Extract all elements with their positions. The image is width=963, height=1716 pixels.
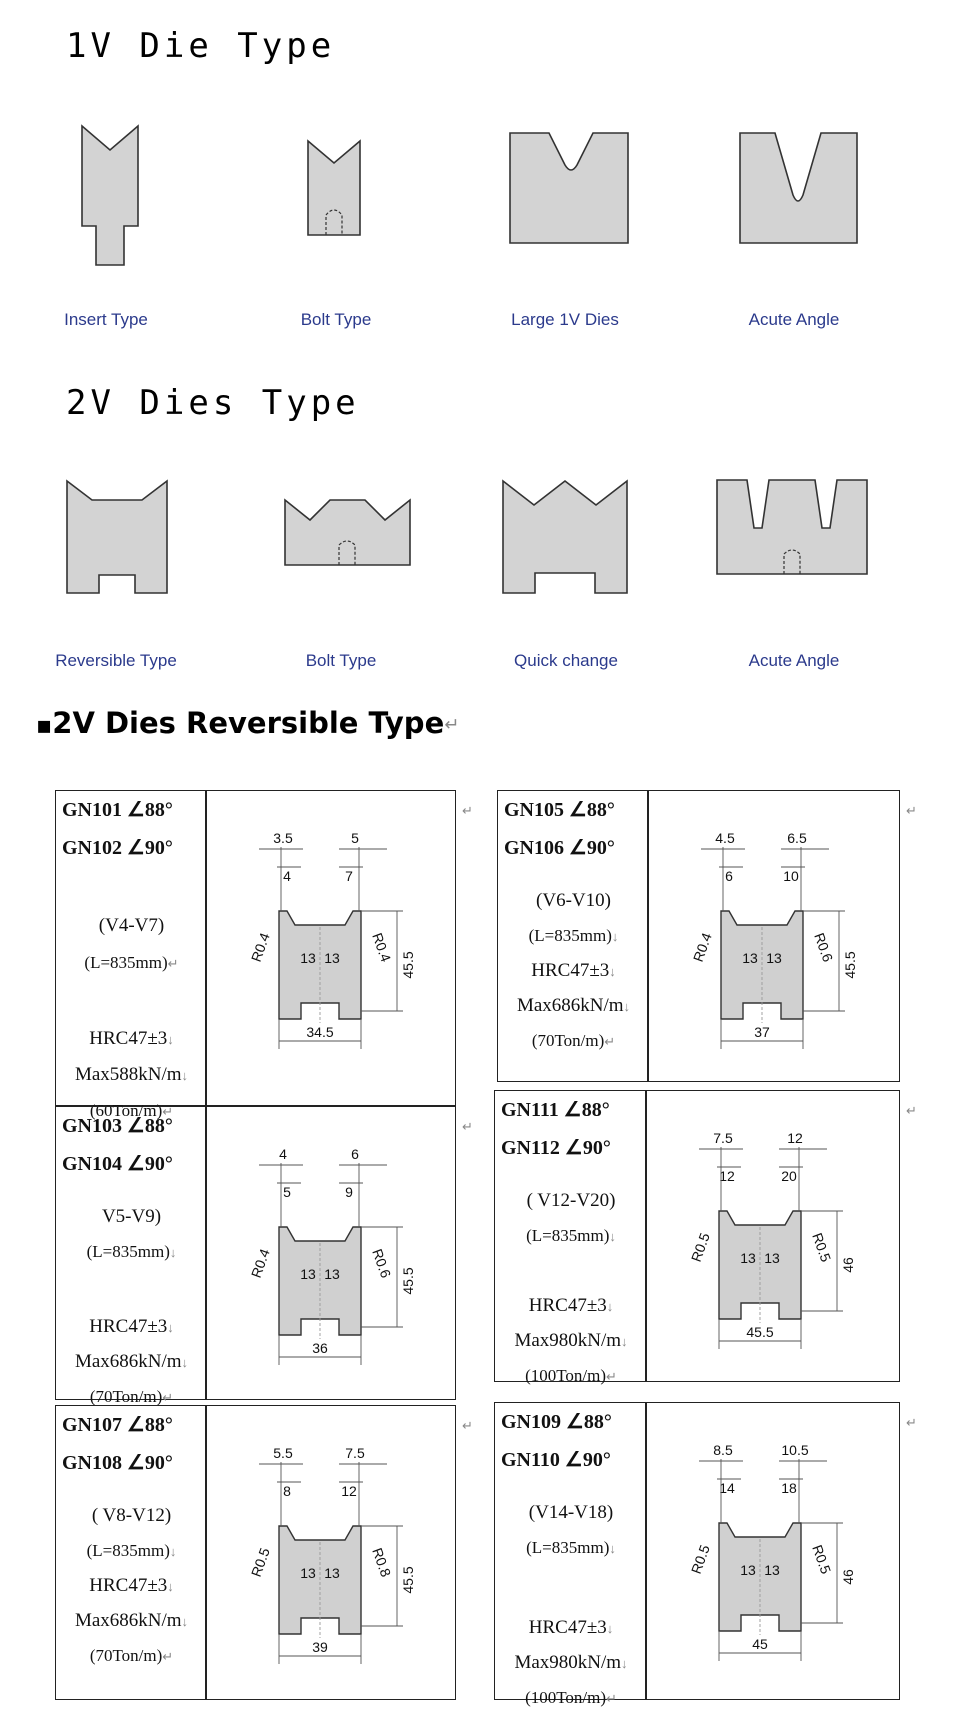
spec-max-text: Max980kN/m (514, 1330, 622, 1351)
dim-height: 45.5 (842, 951, 858, 979)
spec-cell (55, 1106, 206, 1406)
dim-width: 45 (752, 1636, 768, 1652)
spec-hrc (495, 1610, 647, 1646)
caption-bolt-type: Bolt Type (300, 310, 372, 329)
spec-range-text: (V14-V18) (528, 1502, 614, 1523)
cell-return-mark: ↵ (462, 1120, 473, 1135)
spec-code1 (498, 793, 655, 828)
spec-code2 (56, 831, 213, 866)
spec-max (495, 1323, 647, 1359)
dim-v-left: 4 (283, 868, 291, 884)
caption-insert-type: Insert Type (64, 310, 148, 329)
spec-length (56, 1234, 207, 1270)
dim-top-right: 12 (787, 1130, 803, 1146)
dim-radius-right: R0.6 (369, 1246, 395, 1280)
dim-height: 45.5 (400, 951, 416, 979)
para-mark: ↓ (606, 1299, 614, 1314)
spec-code2 (498, 831, 655, 866)
para-mark: ↵ (604, 1034, 616, 1049)
dim-v-right: 18 (781, 1480, 797, 1496)
section-title-text: 2V Dies Reversible Type (52, 706, 445, 740)
section-title-reversible (36, 706, 459, 740)
dim-v-right: 7 (345, 868, 353, 884)
spec-ton-text: (100Ton/m) (525, 1366, 607, 1385)
spec-code1-text: GN103 ∠88° (62, 1115, 173, 1137)
para-mark: ↵ (606, 1369, 617, 1384)
die-dimension-drawing (207, 1406, 457, 1701)
spec-hrc-text: HRC47±3 (89, 1028, 168, 1049)
spec-ton-text: (70Ton/m) (89, 1646, 163, 1665)
drawing-cell (206, 1106, 456, 1400)
spec-range (498, 883, 649, 918)
spec-ton (56, 1638, 207, 1674)
spec-code1-text: GN105 ∠88° (504, 799, 615, 821)
spec-ton (495, 1358, 647, 1394)
para-mark: ↓ (167, 1320, 174, 1335)
dim-width: 34.5 (306, 1024, 334, 1040)
caption-large-1v-dies: Large 1V Dies (511, 310, 619, 329)
dim-half-left: 13 (740, 1562, 756, 1578)
para-mark: ↵ (162, 1649, 174, 1664)
section-title-2v: 2V Dies Type (66, 383, 360, 423)
spec-length-text: (L=835mm) (84, 953, 168, 972)
cell-return-mark: ↵ (906, 1104, 917, 1119)
spec-length (498, 918, 649, 954)
spec-cell (55, 790, 206, 1120)
para-mark: ↓ (621, 1334, 628, 1349)
spec-code2-text: GN108 ∠90° (62, 1452, 173, 1474)
spec-code1 (495, 1093, 653, 1128)
spec-range-text: (V4-V7) (98, 915, 165, 936)
quick-change-2v-die-icon (498, 475, 633, 600)
para-mark: ↵ (162, 1390, 174, 1405)
para-mark: ↓ (609, 1229, 616, 1244)
spec-length (495, 1530, 647, 1566)
acute-angle-1v-die-icon (735, 125, 865, 250)
spec-max (495, 1645, 647, 1681)
spec-code2 (56, 1446, 213, 1481)
cell-return-mark: ↵ (906, 1416, 917, 1431)
large-1v-die-icon (505, 125, 635, 250)
dim-half-right: 13 (764, 1562, 780, 1578)
spec-hrc-text: HRC47±3 (531, 960, 610, 981)
spec-max (498, 988, 649, 1024)
spec-range-text: ( V12-V20) (526, 1190, 616, 1211)
dim-top-right: 10.5 (781, 1442, 809, 1458)
dim-radius-left: R0.5 (247, 1545, 273, 1579)
drawing-cell (206, 1405, 456, 1700)
dim-v-left: 6 (725, 868, 733, 884)
dim-top-left: 4.5 (715, 830, 735, 846)
acute-angle-2v-die-icon (712, 472, 872, 582)
dim-half-right: 13 (324, 1565, 340, 1581)
para-mark: ↓ (181, 1068, 189, 1083)
dim-half-right: 13 (324, 950, 340, 966)
spec-range-text: V5-V9) (101, 1206, 162, 1227)
dim-v-right: 12 (341, 1483, 357, 1499)
dim-height: 46 (840, 1257, 856, 1273)
die-dimension-drawing (207, 1107, 457, 1401)
drawing-cell (206, 790, 456, 1106)
dim-v-right: 20 (781, 1168, 797, 1184)
section-title-1v: 1V Die Type (66, 26, 336, 66)
insert-type-die-icon (70, 120, 150, 270)
spec-hrc-text: HRC47±3 (89, 1316, 168, 1337)
dim-radius-right: R0.8 (369, 1545, 395, 1579)
dim-height: 45.5 (400, 1566, 416, 1594)
spec-length (56, 1533, 207, 1569)
dim-v-left: 14 (719, 1480, 735, 1496)
spec-hrc (495, 1288, 647, 1324)
spec-code2 (495, 1443, 653, 1478)
para-mark: ↓ (181, 1614, 189, 1629)
dim-v-left: 8 (283, 1483, 291, 1499)
spec-code1 (56, 1408, 213, 1443)
dim-height: 45.5 (400, 1267, 416, 1295)
dim-top-right: 6 (351, 1146, 359, 1162)
dim-v-right: 9 (345, 1184, 353, 1200)
spec-max-text: Max980kN/m (514, 1652, 622, 1673)
spec-code1 (495, 1405, 653, 1440)
para-mark: ↓ (181, 1355, 189, 1370)
spec-length (495, 1218, 647, 1254)
spec-max (56, 1057, 207, 1093)
spec-code1-text: GN107 ∠88° (62, 1414, 173, 1436)
para-mark: ↓ (169, 1245, 177, 1260)
spec-range-text: ( V8-V12) (91, 1505, 172, 1526)
cell-return-mark: ↵ (462, 804, 473, 819)
spec-max (56, 1344, 207, 1380)
spec-code1-text: GN111 ∠88° (501, 1099, 610, 1121)
dim-top-left: 8.5 (713, 1442, 733, 1458)
dim-v-right: 10 (783, 868, 799, 884)
spec-max-text: Max588kN/m (74, 1064, 182, 1085)
dim-top-left: 7.5 (713, 1130, 733, 1146)
spec-range (495, 1495, 647, 1530)
dim-top-left: 4 (279, 1146, 287, 1162)
spec-length (56, 945, 207, 981)
spec-hrc (56, 1309, 207, 1345)
drawing-cell (646, 1402, 900, 1700)
spec-code2-text: GN106 ∠90° (504, 837, 615, 859)
spec-code1 (56, 793, 213, 828)
return-mark: ↵ (444, 714, 460, 736)
caption-acute-angle-2v: Acute Angle (748, 651, 840, 670)
dim-radius-left: R0.5 (687, 1542, 713, 1576)
dim-width: 36 (312, 1340, 328, 1356)
dim-width: 37 (754, 1024, 770, 1040)
caption-quick-change: Quick change (514, 651, 618, 670)
spec-cell (55, 1405, 206, 1700)
spec-range-text: (V6-V10) (536, 890, 611, 911)
dim-half-left: 13 (300, 950, 316, 966)
spec-code1 (56, 1109, 213, 1144)
para-mark: ↓ (167, 1032, 174, 1047)
dim-radius-right: R0.5 (809, 1542, 835, 1576)
spec-length-text: (L=835mm) (86, 1242, 170, 1261)
dim-top-left: 3.5 (273, 830, 293, 846)
spec-cell (494, 1402, 646, 1707)
dim-half-right: 13 (324, 1266, 340, 1282)
cell-return-mark: ↵ (906, 804, 917, 819)
caption-acute-angle-1v: Acute Angle (748, 310, 840, 329)
dim-top-right: 7.5 (345, 1445, 365, 1461)
para-mark: ↵ (606, 1691, 617, 1706)
drawing-cell (648, 790, 900, 1082)
reversible-2v-die-icon (62, 475, 172, 600)
spec-max-text: Max686kN/m (516, 995, 624, 1016)
spec-ton-text: (70Ton/m) (531, 1031, 605, 1050)
die-dimension-drawing (647, 1403, 901, 1701)
die-dimension-drawing (649, 791, 901, 1083)
para-mark: ↓ (623, 999, 631, 1014)
para-mark: ↓ (609, 1541, 616, 1556)
spec-ton-text: (70Ton/m) (89, 1387, 163, 1406)
spec-hrc-text: HRC47±3 (89, 1575, 168, 1596)
dim-radius-right: R0.5 (809, 1230, 835, 1264)
para-mark: ↵ (162, 1104, 174, 1119)
spec-range (56, 1199, 207, 1234)
dim-radius-right: R0.6 (811, 930, 837, 964)
spec-hrc-text: HRC47±3 (528, 1617, 607, 1638)
dim-width: 39 (312, 1639, 328, 1655)
spec-cell (497, 790, 648, 1082)
dim-radius-left: R0.4 (247, 930, 273, 964)
spec-code2-text: GN104 ∠90° (62, 1153, 173, 1175)
caption-reversible-type: Reversible Type (55, 651, 177, 670)
spec-hrc (56, 1568, 207, 1604)
dim-top-left: 5.5 (273, 1445, 293, 1461)
dim-width: 45.5 (746, 1324, 774, 1340)
caption-bolt-type-2v: Bolt Type (305, 651, 377, 670)
para-mark: ↓ (606, 1621, 614, 1636)
dim-half-left: 13 (742, 950, 758, 966)
spec-max-text: Max686kN/m (74, 1610, 182, 1631)
dim-half-right: 13 (766, 950, 782, 966)
bullet-mark: ▪ (36, 711, 53, 739)
para-mark: ↓ (169, 1544, 177, 1559)
para-mark: ↓ (611, 929, 619, 944)
spec-code1-text: GN109 ∠88° (501, 1411, 612, 1433)
dim-half-left: 13 (300, 1565, 316, 1581)
spec-ton (495, 1680, 647, 1716)
dim-radius-left: R0.4 (247, 1246, 273, 1280)
bolt-type-die-icon (300, 135, 370, 245)
spec-ton (498, 1023, 649, 1059)
para-mark: ↓ (609, 964, 616, 979)
spec-length-text: (L=835mm) (526, 1226, 610, 1245)
dim-half-left: 13 (740, 1250, 756, 1266)
spec-range (495, 1183, 647, 1218)
spec-code2-text: GN112 ∠90° (501, 1137, 611, 1159)
dim-radius-left: R0.5 (687, 1230, 713, 1264)
spec-range (56, 908, 207, 943)
spec-max (56, 1603, 207, 1639)
spec-code1-text: GN101 ∠88° (62, 799, 173, 821)
cell-return-mark: ↵ (462, 1419, 473, 1434)
dim-half-right: 13 (764, 1250, 780, 1266)
para-mark: ↓ (167, 1579, 174, 1594)
spec-length-text: (L=835mm) (526, 1538, 610, 1557)
spec-ton-text: (100Ton/m) (525, 1688, 607, 1707)
spec-hrc-text: HRC47±3 (528, 1295, 607, 1316)
drawing-cell (646, 1090, 900, 1382)
dim-radius-left: R0.4 (689, 930, 715, 964)
spec-code2 (495, 1131, 653, 1166)
dim-half-left: 13 (300, 1266, 316, 1282)
spec-max-text: Max686kN/m (74, 1351, 182, 1372)
dim-top-right: 5 (351, 830, 359, 846)
spec-code2-text: GN110 ∠90° (501, 1449, 611, 1471)
spec-cell (494, 1090, 646, 1385)
dim-v-left: 12 (719, 1168, 735, 1184)
para-mark: ↵ (167, 956, 179, 971)
spec-hrc (56, 1021, 207, 1057)
spec-code2 (56, 1147, 213, 1182)
spec-ton-text: (60Ton/m) (89, 1101, 163, 1120)
para-mark: ↓ (621, 1656, 628, 1671)
spec-range (56, 1498, 207, 1533)
bolt-type-2v-die-icon (280, 495, 415, 575)
spec-code2-text: GN102 ∠90° (62, 837, 173, 859)
spec-length-text: (L=835mm) (86, 1541, 170, 1560)
dim-height: 46 (840, 1569, 856, 1585)
die-dimension-drawing (647, 1091, 901, 1383)
spec-hrc (498, 953, 649, 989)
die-dimension-drawing (207, 791, 457, 1107)
dim-top-right: 6.5 (787, 830, 807, 846)
dim-v-left: 5 (283, 1184, 291, 1200)
spec-length-text: (L=835mm) (528, 926, 612, 945)
dim-radius-right: R0.4 (369, 930, 395, 964)
